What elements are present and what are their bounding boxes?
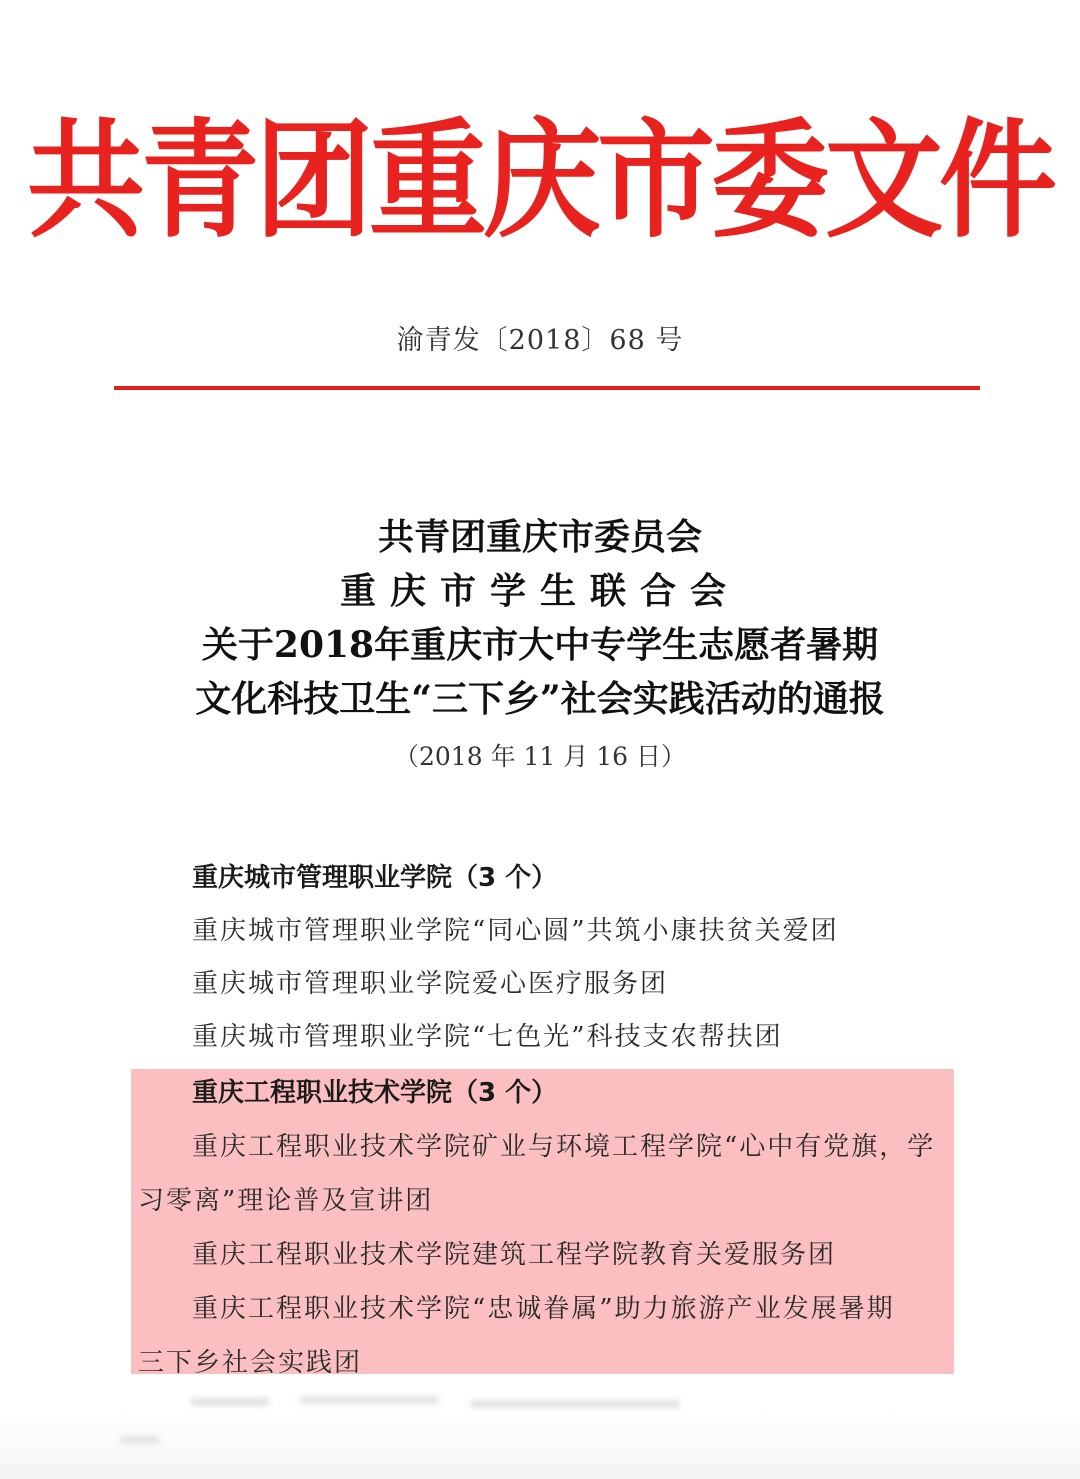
faded-text-smudge: [470, 1400, 680, 1408]
document-number: 渝青发〔2018〕68 号: [396, 325, 684, 356]
title-line-3: 关于2018年重庆市大中专学生志愿者暑期: [201, 624, 879, 666]
title-line-2: 重庆市学生联合会: [339, 570, 740, 612]
list-item: 重庆城市管理职业学院爱心医疗服务团: [192, 969, 669, 999]
list-item-line: 重庆工程职业技术学院矿业与环境工程学院“心中有党旗，学: [192, 1132, 936, 1162]
issue-date: （2018 年 11 月 16 日）: [394, 742, 686, 771]
list-item: 重庆城市管理职业学院“同心圆”共筑小康扶贫关爱团: [192, 916, 839, 946]
notice-title-block: [0, 510, 1080, 726]
masthead-title: 共青团重庆市委文件: [26, 104, 1053, 255]
list-item-line: 三下乡社会实践团: [138, 1348, 363, 1378]
list-item: 重庆城市管理职业学院“七色光”科技支农帮扶团: [192, 1022, 783, 1052]
section-heading-urban-management: 重庆城市管理职业学院（3 个）: [192, 863, 558, 893]
faded-text-smudge: [190, 1398, 270, 1406]
highlighted-section: [131, 1069, 954, 1374]
list-item-line: 习零离”理论普及宣讲团: [138, 1186, 434, 1216]
faded-text-smudge: [300, 1396, 440, 1404]
list-item-line: 重庆工程职业技术学院“忠诚眷属”助力旅游产业发展暑期: [192, 1294, 895, 1324]
red-divider-rule: [114, 386, 980, 390]
section-heading-engineering: 重庆工程职业技术学院（3 个）: [192, 1078, 558, 1108]
title-line-4: 文化科技卫生“三下乡”社会实践活动的通报: [195, 678, 885, 720]
title-line-1: 共青团重庆市委员会: [377, 516, 702, 558]
faded-text-smudge: [120, 1436, 160, 1444]
list-item: 重庆工程职业技术学院建筑工程学院教育关爱服务团: [192, 1240, 837, 1270]
page-bottom-fade: [0, 1410, 1080, 1479]
